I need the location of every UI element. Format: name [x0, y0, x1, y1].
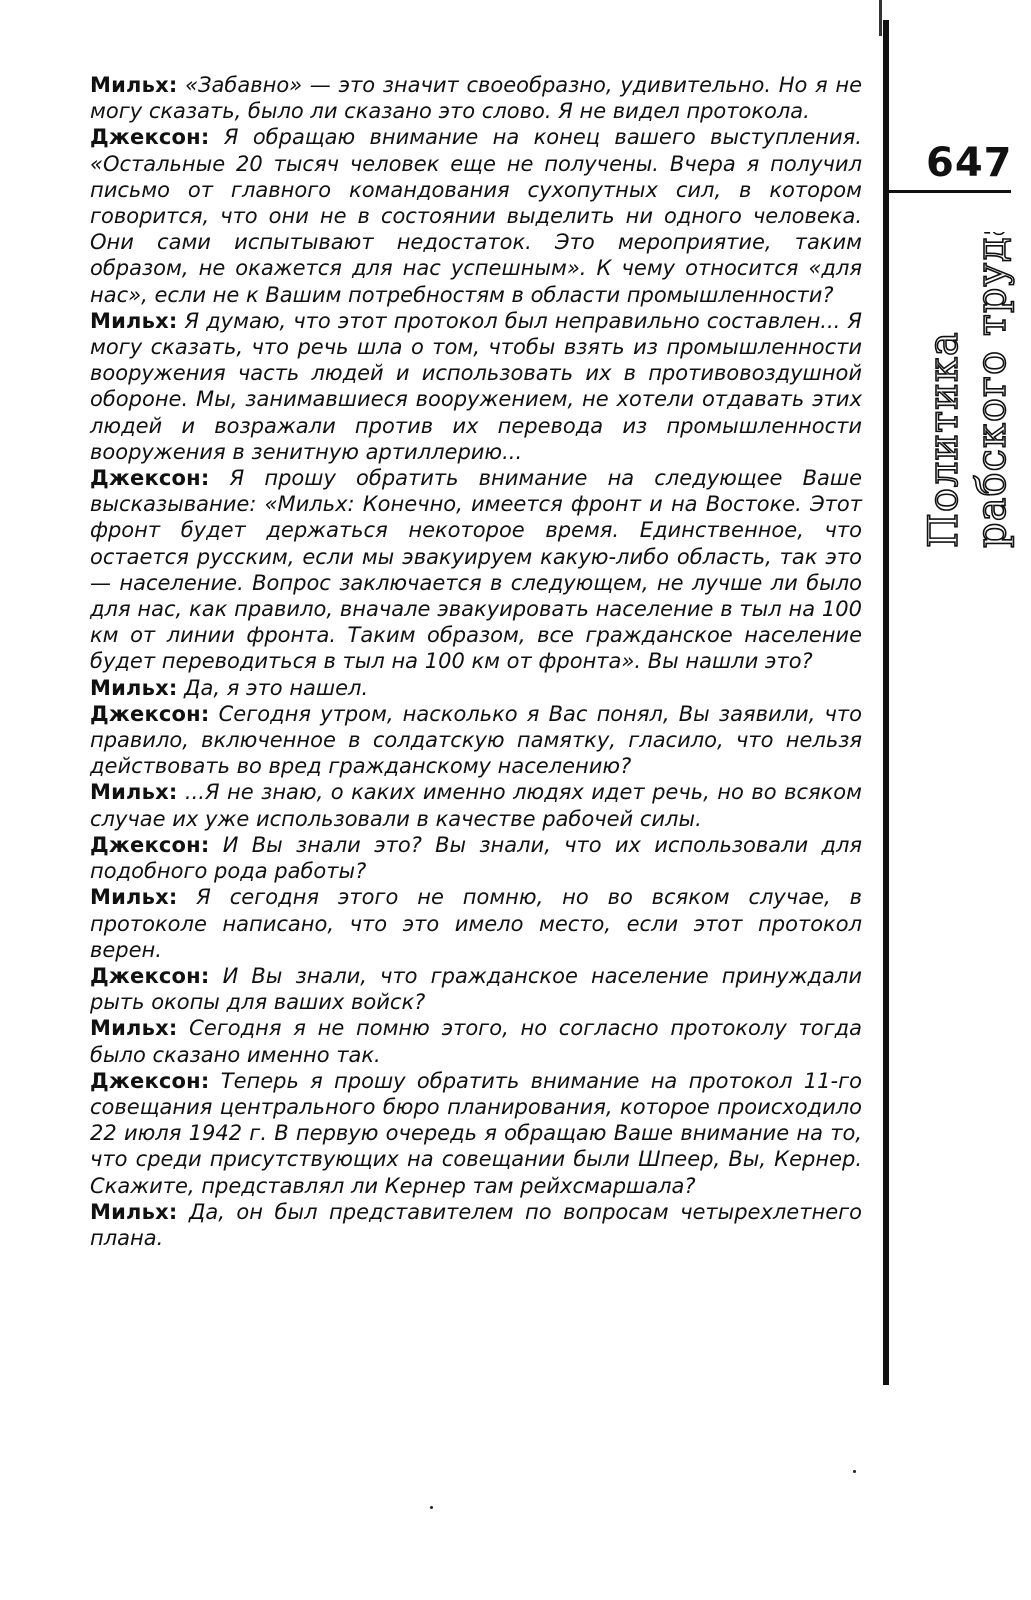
paragraph [90, 1068, 862, 1199]
speech-text: Я думаю, что этот протокол был неправильно составлен... Я могу сказать, что речь шла о том, чтобы взять из промышленности вооружения часть людей и использовать их в противовоздушной обороне. Мы, занимавшиеся вооружением, не хотели отдавать этих людей и возражали против их перевода из промышленности вооружения в зенитную артиллерию... [90, 308, 862, 464]
print-speck [853, 1470, 856, 1473]
speech-text: Я обращаю внимание на конец вашего выступления. «Остальные 20 тысяч человек еще не получены. Вчера я получил письмо от главного командования сухопутных сил, в котором говорится, что они не в состоянии выделить ни одного человека. Они сами испытывают недостаток. Это мероприятие, таким образом, не окажется для нас успешным». К чему относится «для нас», если не к Вашим потребностям в области промышленности? [90, 125, 862, 307]
speech-text: Я сегодня этого не помню, но во всяком случае, в протоколе написано, что это имело место, если этот протокол верен. [90, 885, 862, 962]
speaker-label: Джексон: [90, 963, 210, 988]
speaker-label: Мильх: [90, 1016, 178, 1041]
paragraph [90, 779, 862, 831]
speech-text: «Забавно» — это значит своеобразно, удивительно. Но я не могу сказать, было ли сказано это слово. Я не видел протокола. [90, 73, 862, 124]
paragraph [90, 308, 862, 465]
speaker-label: Мильх: [90, 1199, 178, 1224]
speech-text: Я прошу обратить внимание на следующее Ваше высказывание: «Мильх: Конечно, имеется фронт и на Востоке. Этот фронт будет держаться некоторое время. Единственное, что остается русским, если мы эвакуируем какую-либо область, так это — население. Вопрос заключается в следующем, не лучше ли было для нас, как правило, вначале эвакуировать население в тыл на 100 км от линии фронта. Таким образом, все гражданское население будет переводиться в тыл на 100 км от фронта». Вы нашли это? [90, 466, 862, 674]
speaker-label: Джексон: [90, 1068, 210, 1093]
running-head-line1: Политика [921, 331, 967, 548]
speech-text: Да, он был представителем по вопросам четырехлетнего плана. [90, 1199, 862, 1250]
speech-text: Да, я это нашел. [184, 675, 369, 700]
speech-text: И Вы знали это? Вы знали, что их использовали для подобного рода работы? [90, 832, 862, 884]
speaker-label: Мильх: [90, 73, 178, 97]
paragraph [90, 465, 862, 675]
paragraph [90, 1199, 862, 1251]
paragraph [90, 832, 862, 884]
speaker-label: Джексон: [90, 832, 210, 857]
speaker-label: Джексон: [90, 125, 210, 150]
margin-rule-cap [879, 0, 882, 36]
paragraph [90, 884, 862, 963]
speech-text: Сегодня я не помню этого, но согласно протоколу тогда было сказано именно так. [90, 1016, 862, 1067]
speech-text: Теперь я прошу обратить внимание на протокол 11-го совещания центрального бюро планирования, которое происходило 22 июля 1942 г. В первую очередь я обращаю Ваше внимание на то, что среди присутствующих на совещании были Шпеер, Вы, Кернер. Скажите, представлял ли Кернер там рейхсмаршала? [90, 1068, 862, 1198]
margin-rule [883, 20, 889, 1385]
speaker-label: Мильх: [90, 675, 178, 700]
paragraph [90, 675, 862, 701]
running-head-line2: рабского труда [969, 232, 1015, 548]
paragraph [90, 963, 862, 1015]
paragraph [90, 72, 862, 124]
speaker-label: Мильх: [90, 780, 178, 805]
speaker-label: Мильх: [90, 885, 178, 910]
print-speck [430, 1506, 433, 1509]
speech-text: ...Я не знаю, о каких именно людях идет речь, но во всяком случае их уже использовали в качестве рабочей силы. [90, 780, 862, 831]
page-number-rule [889, 190, 1011, 193]
running-head [905, 232, 1015, 552]
running-head-graphic [905, 232, 1015, 552]
page-number: 647 [926, 140, 1013, 186]
body-text [90, 72, 862, 1251]
speech-text: И Вы знали, что гражданское население принуждали рыть окопы для ваших войск? [90, 963, 862, 1015]
paragraph [90, 124, 862, 307]
paragraph [90, 701, 862, 780]
speaker-label: Джексон: [90, 466, 210, 491]
paragraph [90, 1015, 862, 1067]
speech-text: Сегодня утром, насколько я Вас понял, Вы заявили, что правило, включенное в солдатскую памятку, гласило, что нельзя действовать во вред гражданскому населению? [90, 701, 862, 779]
speaker-label: Джексон: [90, 701, 210, 726]
speaker-label: Мильх: [90, 308, 178, 333]
